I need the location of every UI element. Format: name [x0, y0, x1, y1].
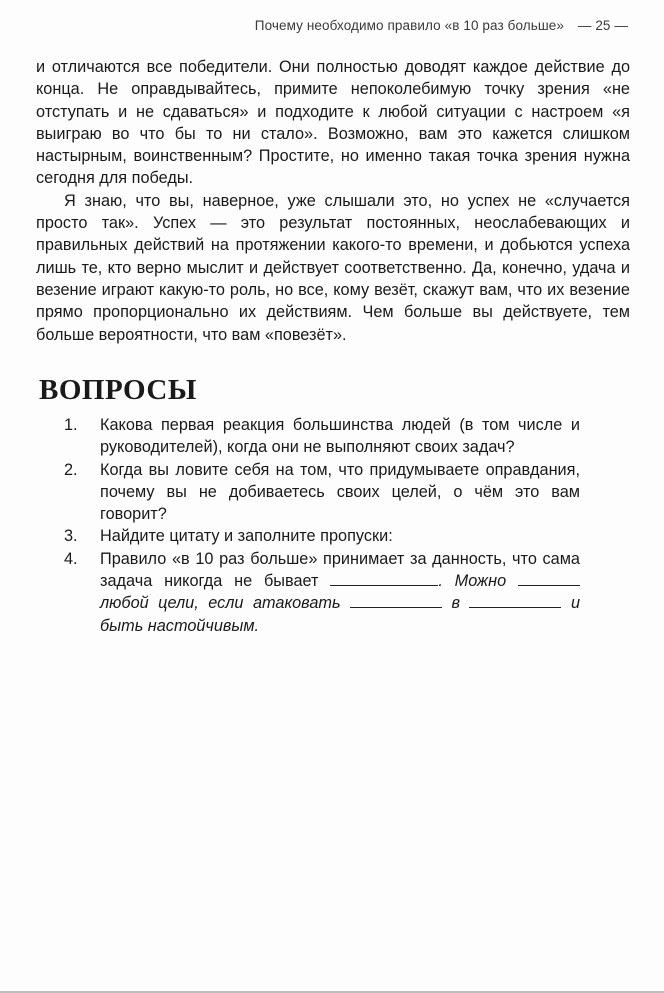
- question-text: Правило «в 10 раз больше» принимает за данность, что сама задача никогда не бывает: [100, 549, 580, 591]
- page-number: — 25 —: [577, 18, 628, 33]
- body-text: [36, 56, 630, 346]
- question-text: Найдите цитату и заполните пропуски:: [100, 527, 393, 546]
- fill-in-blank: [330, 571, 438, 586]
- question-number: 2.: [64, 460, 78, 479]
- question-text: Когда вы ловите себя на том, что придумываете оправдания, почему вы не добиваетесь своих целей, о чём это вам говорит?: [100, 460, 580, 524]
- running-header: [255, 18, 628, 33]
- paragraph: и отличаются все победители. Они полностью доводят каждое действие до конца. Не оправдывайтесь, примите непоколебимую точку зрения «не отступать и не сдаваться» и подходите к любой ситуации с настроем «я выиграю во что бы то ни стало». Возможно, вам это кажется слишком настырным, воинственным? Простите, но именно такая точка зрения нужна сегодня для победы.: [36, 58, 630, 188]
- question-number: 1.: [64, 416, 78, 434]
- paragraph: Я знаю, что вы, наверное, уже слышали это, но успех не «случается просто так». Успех — это результат постоянных, неослабевающих и правильных действий на протяжении какого-то времени, и добьются успеха лишь те, кто верно мыслит и действует соответственно. Да, конечно, удача и везение играют какую-то роль, но все, кому везёт, скажут вам, что их везение прямо пропорционально их действиям. Чем больше вы действуете, тем больше вероятности, что вам «повезёт».: [36, 191, 630, 344]
- fill-in-blank: [350, 593, 442, 608]
- question-text: . Можно: [438, 572, 507, 591]
- question-text: любой цели, если атаковать: [100, 594, 341, 613]
- section-title: ВОПРОСЫ: [39, 374, 197, 406]
- question-text: в: [451, 594, 460, 613]
- fill-in-blank: [469, 593, 561, 608]
- question-number: 3.: [64, 527, 78, 546]
- question-number: 4.: [64, 549, 78, 568]
- question-item: [64, 459, 580, 526]
- question-item: [64, 414, 580, 459]
- question-item: [64, 525, 580, 547]
- question-text: и быть настойчивым.: [100, 594, 580, 635]
- fill-in-blank: [518, 571, 580, 586]
- question-item: [64, 548, 580, 637]
- question-text: Какова первая реакция большинства людей (в том числе и руководителей), когда они не выполняют своих задач?: [100, 416, 580, 457]
- questions-list: [64, 414, 580, 637]
- running-title: Почему необходимо правило «в 10 раз больше»: [254, 18, 565, 33]
